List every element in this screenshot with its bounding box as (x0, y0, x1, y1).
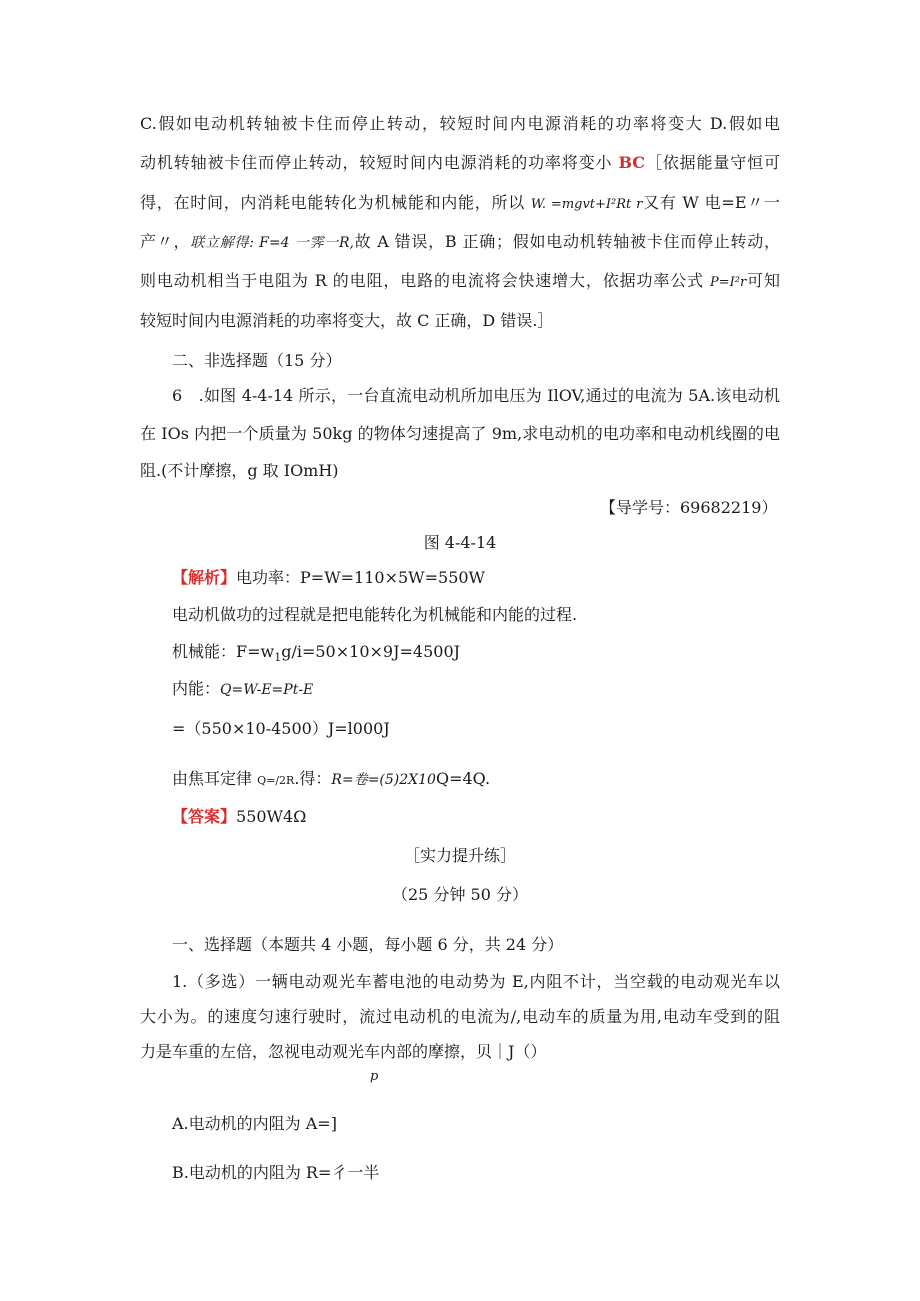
solution-line (172, 678, 313, 701)
formula: 联立解得: F=4 一霁一R, (190, 235, 354, 251)
paragraph-line: 较短时间内电源消耗的功率将变大，故 C 正确，D 错误.］ (140, 311, 554, 330)
text-run: 电功率：P=W=110×5W=550W (236, 568, 486, 587)
section-heading: 二、非选择题（15 分） (172, 351, 342, 370)
question-line: 大小为。的速度匀速行驶时，流过电动机的电流为/,电动车的质量为用,电动车受到的阻 (140, 1007, 780, 1026)
text-run: 机械能：F=w (172, 642, 275, 661)
question-line: 6 .如图 4-4-14 所示，一台直流电动机所加电压为 IlOV,通过的电流为 5A.该电动机 (172, 386, 780, 405)
analysis-tag: 【解析】 (172, 568, 237, 587)
formula: Q=W-E=Pt-E (220, 682, 314, 698)
practice-time: （25 分钟 50 分） (392, 885, 528, 904)
text-run: 故 A 错误，B 正确；假如电动机转轴被卡住而停止转动， (353, 232, 780, 251)
answer-highlight: BC (618, 153, 645, 172)
paragraph-line: C.假如电动机转轴被卡住而停止转动，较短时间内电源消耗的功率将变大 D.假如电 (140, 114, 780, 133)
answer-line (172, 806, 306, 828)
solution-line: =（550×10-4500）J=l000J (172, 719, 390, 738)
solution-line (172, 567, 485, 589)
text-run: 可知 (746, 271, 780, 290)
answer-value: 550W4Ω (236, 807, 307, 826)
answer-tag: 【答案】 (172, 807, 237, 826)
text-run: ［依据能量守恒可 (645, 153, 780, 172)
text-run: Q=4Q. (435, 769, 491, 788)
question-line: 力是车重的左倍，忽视电动观光车内部的摩擦，贝｜J（） (140, 1042, 547, 1061)
text-run: 则电动机相当于电阻为 R 的电阻，电路的电流将会快速增大，依据功率公式 (140, 271, 711, 290)
text-run: 产〃， (140, 232, 191, 251)
formula: P=I²r (710, 275, 747, 290)
text-run: 内能： (172, 679, 221, 698)
question-line: 阻.(不计摩擦，g 取 IOmH) (140, 461, 339, 480)
text-run: .得： (294, 769, 332, 788)
text-run: 动机转轴被卡住而停止转动，较短时间内电源消耗的功率将变小 (140, 153, 619, 172)
practice-title: ［实力提升练］ (403, 846, 516, 865)
solution-line (172, 641, 460, 669)
solution-line: 电动机做功的过程就是把电能转化为机械能和内能的过程. (172, 605, 578, 624)
subscript: 1 (274, 651, 282, 665)
paragraph-line (140, 152, 780, 174)
option-b: B.电动机的内阻为 R=彳一半 (172, 1163, 380, 1182)
paragraph-line (140, 270, 780, 294)
question-line: 1.（多选）一辆电动观光车蓄电池的电动势为 E,内阻不计，当空载的电动观光车以 (172, 972, 780, 991)
text-run: g/i=50×10×9J=4500J (281, 642, 461, 661)
paragraph-line (140, 231, 780, 254)
figure-caption: 图 4-4-14 (423, 533, 497, 552)
text-run: 又有 W 电=E〃一 (642, 193, 780, 212)
formula: W. =mgvt+I²Rt r (530, 197, 643, 212)
option-a: A.电动机的内阻为 A=] (172, 1114, 337, 1133)
text-run: 得，在时间，内消耗电能转化为机械能和内能，所以 (140, 193, 531, 212)
text-run: 由焦耳定律 (172, 769, 258, 788)
paragraph-line (140, 192, 780, 216)
formula: Q=/2R (257, 774, 295, 787)
section-heading: 一、选择题（本题共 4 小题，每小题 6 分，共 24 分） (172, 935, 564, 954)
solution-line (172, 768, 490, 792)
formula: R=卷=(5)2X10 (331, 772, 436, 788)
question-line: 在 IOs 内把一个质量为 50kg 的物体匀速提高了 9m,求电动机的电功率和电动机线圈的电 (140, 424, 780, 443)
reference-number: 【导学号：69682219） (600, 498, 778, 517)
formula-fragment: p (370, 1069, 379, 1084)
